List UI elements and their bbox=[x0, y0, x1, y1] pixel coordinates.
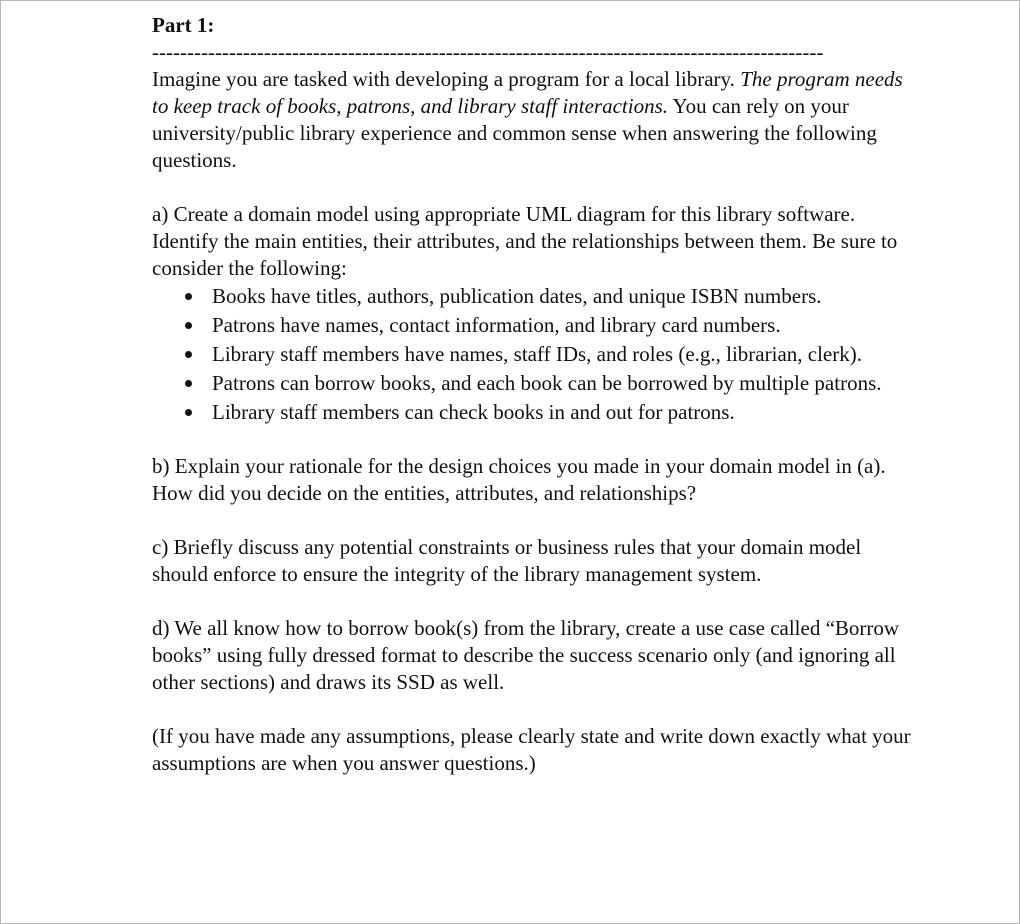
part-heading: Part 1: bbox=[152, 13, 215, 37]
bullet-item: Books have titles, authors, publication dates, and unique ISBN numbers. bbox=[212, 283, 912, 310]
intro-italic: The program needs to keep track of books, patrons, and library staff interactions. bbox=[152, 67, 903, 118]
bullet-item: Library staff members have names, staff IDs, and roles (e.g., librarian, clerk). bbox=[212, 341, 912, 368]
bullet-item: Patrons have names, contact information, and library card numbers. bbox=[212, 312, 912, 339]
assumptions-note: (If you have made any assumptions, please clearly state and write down exactly what your assumptions are when you answer questions.) bbox=[152, 724, 911, 775]
question-a-bullets bbox=[152, 283, 912, 426]
bullet-item: Library staff members can check books in and out for patrons. bbox=[212, 399, 912, 426]
intro-text: Imagine you are tasked with developing a program for a local library. bbox=[152, 67, 735, 91]
bullet-item: Patrons can borrow books, and each book can be borrowed by multiple patrons. bbox=[212, 370, 912, 397]
document-content bbox=[152, 12, 912, 804]
question-b: b) Explain your rationale for the design choices you made in your domain model in (a). How did you decide on the entities, attributes, and relationships? bbox=[152, 454, 886, 505]
question-a: a) Create a domain model using appropriate UML diagram for this library software. Identify the main entities, their attributes, and the relationships between them. Be sure to consider the following: bbox=[152, 202, 898, 280]
question-d: d) We all know how to borrow book(s) from the library, create a use case called “Borrow books” using fully dressed format to describe the success scenario only (and ignoring all other sections) and draws its SSD as well. bbox=[152, 616, 900, 694]
question-c: c) Briefly discuss any potential constraints or business rules that your domain model should enforce to ensure the integrity of the library management system. bbox=[152, 535, 862, 586]
intro-text-2: You can rely on your university/public library experience and common sense when answering the following questions. bbox=[152, 94, 877, 172]
dashed-rule: ------------------------------------------------------------------------------------------------ bbox=[152, 40, 824, 64]
intro-paragraph bbox=[152, 66, 912, 174]
